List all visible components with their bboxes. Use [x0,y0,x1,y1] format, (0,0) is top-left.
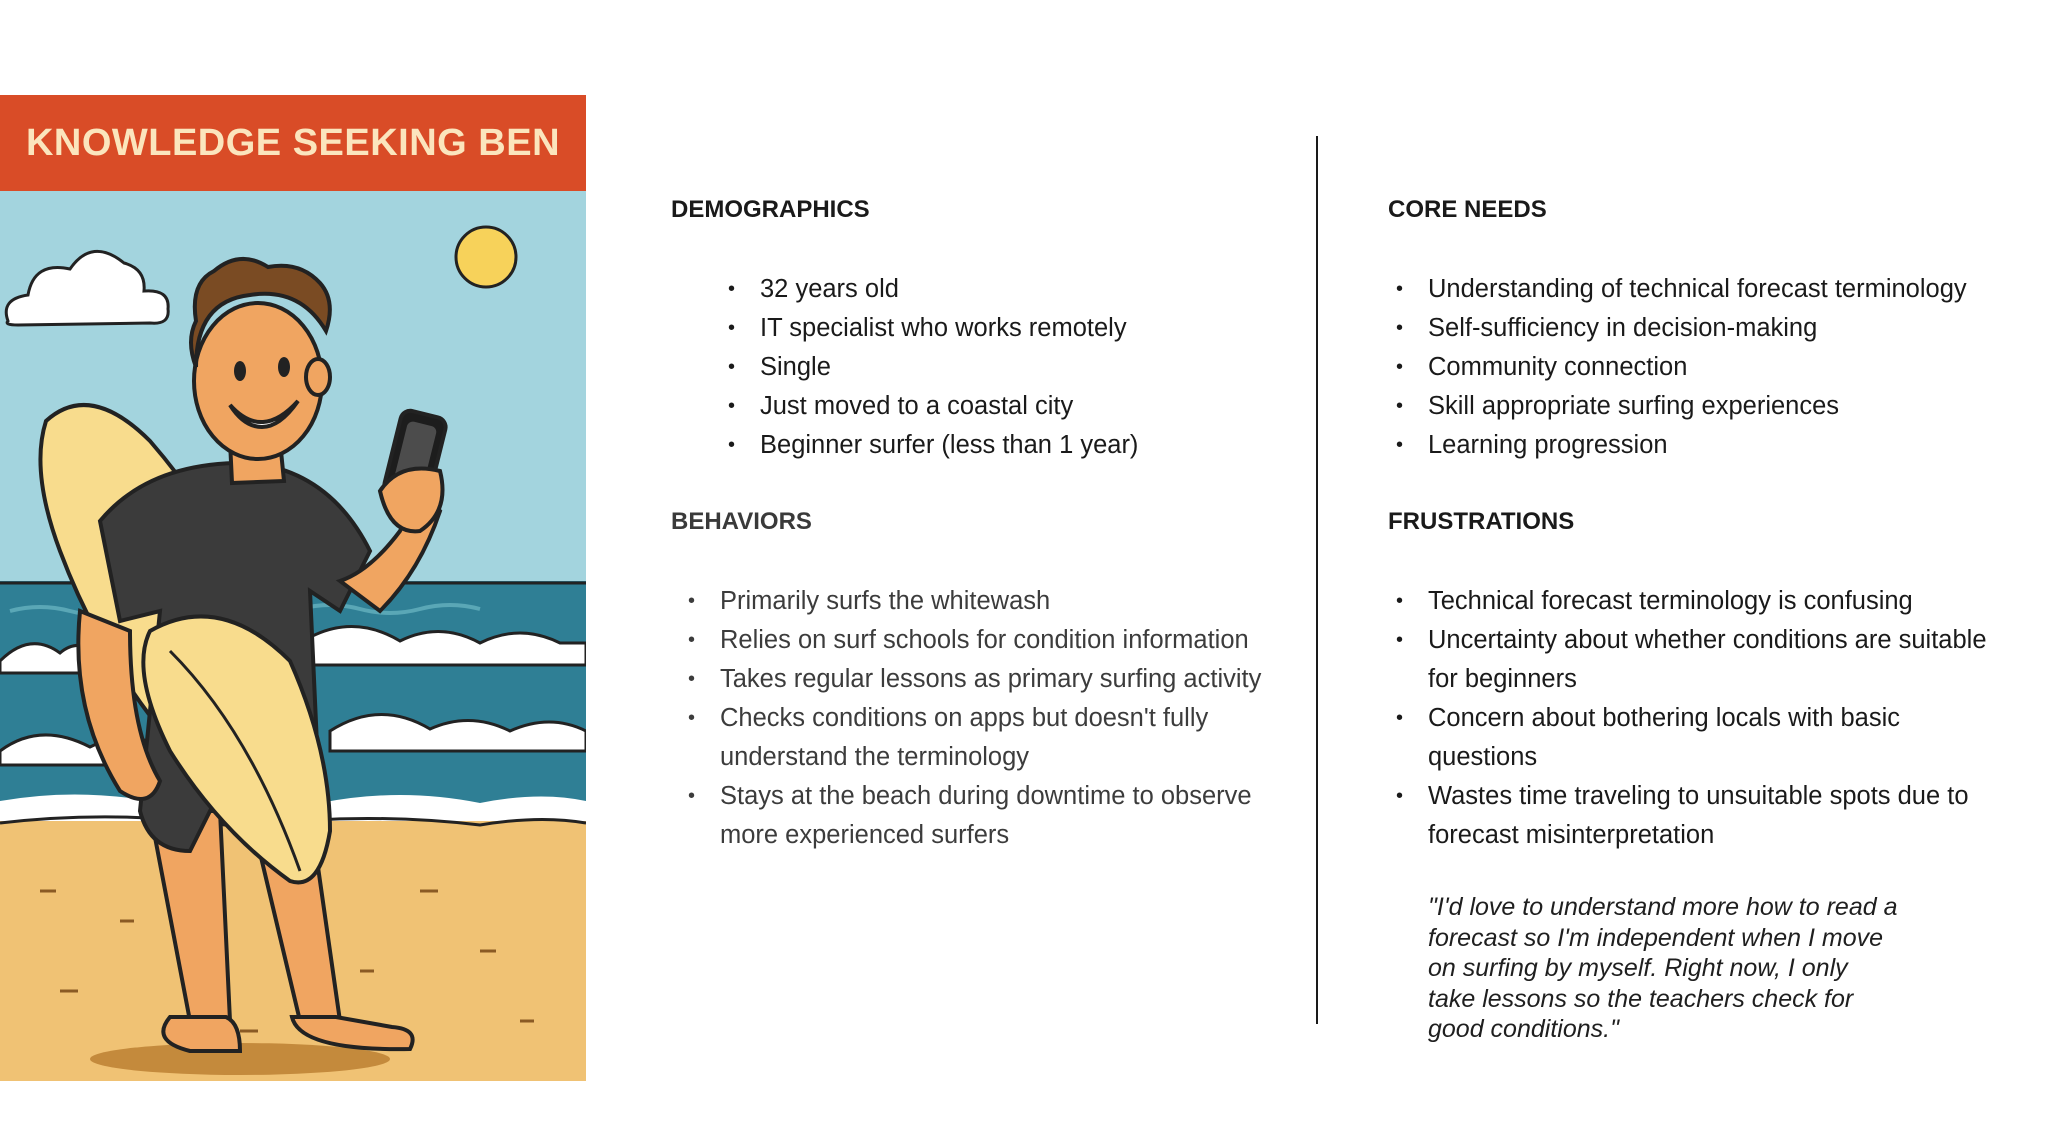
persona-header [0,95,586,191]
list-item: • Skill appropriate surfing experiences [1388,387,1988,426]
persona-title: KNOWLEDGE SEEKING BEN [25,121,561,164]
demographics-list [720,270,1280,465]
list-item: • Self-sufficiency in decision-making [1388,309,1988,348]
list-item: • IT specialist who works remotely [720,309,1280,348]
surfer-face-icon [191,259,330,459]
list-item: • Concern about bothering locals with basic questions [1388,699,1988,777]
list-item: • Takes regular lessons as primary surfing activity [680,660,1270,699]
behaviors-list [680,582,1270,855]
list-item: • Single [720,348,1280,387]
list-item: • Checks conditions on apps but doesn't fully understand the terminology [680,699,1270,777]
frustrations-heading: FRUSTRATIONS [1388,508,1575,535]
list-item: • Uncertainty about whether conditions are suitable for beginners [1388,621,1988,699]
sun-icon [456,227,516,287]
list-item: • 32 years old [720,270,1280,309]
behaviors-heading: BEHAVIORS [671,508,812,535]
core-needs-list [1388,270,1988,465]
column-divider [1316,136,1318,1024]
surfer-illustration [0,191,586,1081]
frustrations-list [1388,582,1988,855]
list-item: • Just moved to a coastal city [720,387,1280,426]
list-item: • Relies on surf schools for condition information [680,621,1270,660]
list-item: • Technical forecast terminology is confusing [1388,582,1988,621]
list-item: • Primarily surfs the whitewash [680,582,1270,621]
persona-quote: "I'd love to understand more how to read a forecast so I'm independent when I move on surfing by myself. Right now, I only take lessons so the teachers check for good conditions." [1428,893,1898,1043]
list-item: • Beginner surfer (less than 1 year) [720,426,1280,465]
list-item: • Wastes time traveling to unsuitable spots due to forecast misinterpretation [1388,777,1988,855]
core-needs-heading: CORE NEEDS [1388,196,1547,223]
list-item: • Learning progression [1388,426,1988,465]
list-item: • Community connection [1388,348,1988,387]
list-item: • Stays at the beach during downtime to observe more experienced surfers [680,777,1270,855]
persona-card [0,95,586,1081]
list-item: • Understanding of technical forecast terminology [1388,270,1988,309]
demographics-heading: DEMOGRAPHICS [671,196,870,223]
